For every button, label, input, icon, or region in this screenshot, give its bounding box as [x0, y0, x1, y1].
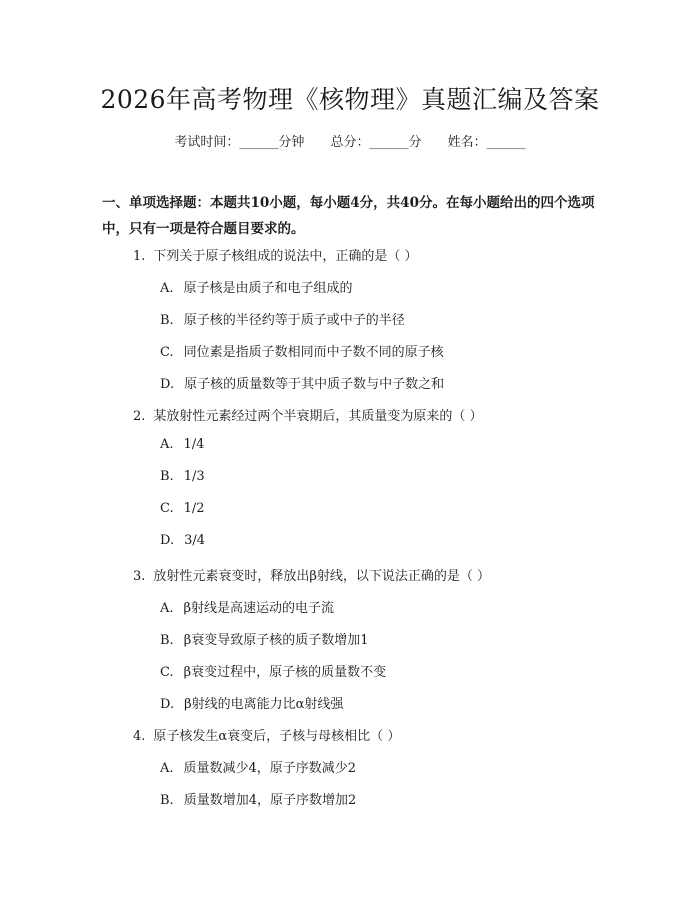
question-2-option-b [160, 469, 205, 484]
question-stem: 原子核发生α衰变后，子核与母核相比（ ） [153, 729, 401, 744]
question-stem: 下列关于原子核组成的说法中，正确的是（ ） [153, 249, 418, 264]
option-text: 1/3 [183, 469, 205, 484]
question-stem: 放射性元素衰变时，释放出β射线，以下说法正确的是（ ） [153, 569, 491, 584]
total-score-field: 总分：______分 [330, 135, 422, 150]
option-text: 质量数减少4，原子序数减少2 [183, 761, 357, 776]
option-text: 原子核是由质子和电子组成的 [183, 281, 353, 296]
question-number: 4. [133, 729, 146, 744]
exam-title: 2026年高考物理《核物理》真题汇编及答案 [100, 85, 600, 114]
student-name-field: 姓名：______ [447, 135, 526, 150]
section-heading: 一、单项选择题：本题共10小题，每小题4分，共40分。在每小题给出的四个选项中，只有一项是符合题目要求的。 [102, 195, 595, 237]
option-text: β衰变过程中，原子核的质量数不变 [183, 665, 387, 680]
option-text: β射线是高速运动的电子流 [183, 601, 335, 616]
option-text: 1/4 [183, 437, 205, 452]
question-1 [133, 245, 418, 264]
option-letter: A. [160, 281, 174, 296]
question-2-option-c [160, 501, 205, 516]
question-number: 2. [133, 409, 146, 424]
question-stem: 某放射性元素经过两个半衰期后，其质量变为原来的（ ） [153, 409, 483, 424]
question-3-option-d [160, 693, 343, 712]
question-3 [133, 565, 490, 584]
question-1-option-c [160, 341, 444, 360]
question-number: 3. [133, 569, 146, 584]
question-2-option-d [160, 533, 205, 548]
option-text: β衰变导致原子核的质子数增加1 [183, 633, 369, 648]
option-text: β射线的电离能力比α射线强 [184, 697, 344, 712]
option-letter: D. [160, 533, 175, 548]
question-2 [133, 405, 483, 424]
option-text: 同位素是指质子数相同而中子数不同的原子核 [183, 345, 444, 360]
option-letter: A. [160, 437, 174, 452]
question-4-option-a [160, 757, 356, 776]
option-text: 1/2 [183, 501, 205, 516]
question-1-option-d [160, 373, 444, 392]
question-3-option-b [160, 629, 368, 648]
option-letter: B. [160, 469, 174, 484]
option-letter: D. [160, 697, 175, 712]
question-3-option-c [160, 661, 386, 680]
option-letter: C. [160, 501, 174, 516]
option-letter: C. [160, 665, 174, 680]
option-letter: D. [160, 377, 175, 392]
question-1-option-b [160, 309, 405, 328]
question-4-option-b [160, 789, 356, 808]
option-letter: B. [160, 633, 174, 648]
exam-meta [0, 131, 700, 150]
option-letter: A. [160, 601, 174, 616]
option-letter: B. [160, 793, 174, 808]
option-letter: B. [160, 313, 174, 328]
option-text: 3/4 [184, 533, 206, 548]
option-letter: C. [160, 345, 174, 360]
option-letter: A. [160, 761, 174, 776]
question-4 [133, 725, 400, 744]
question-1-option-a [160, 277, 353, 296]
option-text: 原子核的半径约等于质子或中子的半径 [183, 313, 405, 328]
question-number: 1. [133, 249, 146, 264]
exam-time-field: 考试时间：______分钟 [174, 135, 305, 150]
question-3-option-a [160, 597, 334, 616]
question-2-option-a [160, 437, 204, 452]
option-text: 质量数增加4，原子序数增加2 [183, 793, 357, 808]
option-text: 原子核的质量数等于其中质子数与中子数之和 [184, 377, 445, 392]
